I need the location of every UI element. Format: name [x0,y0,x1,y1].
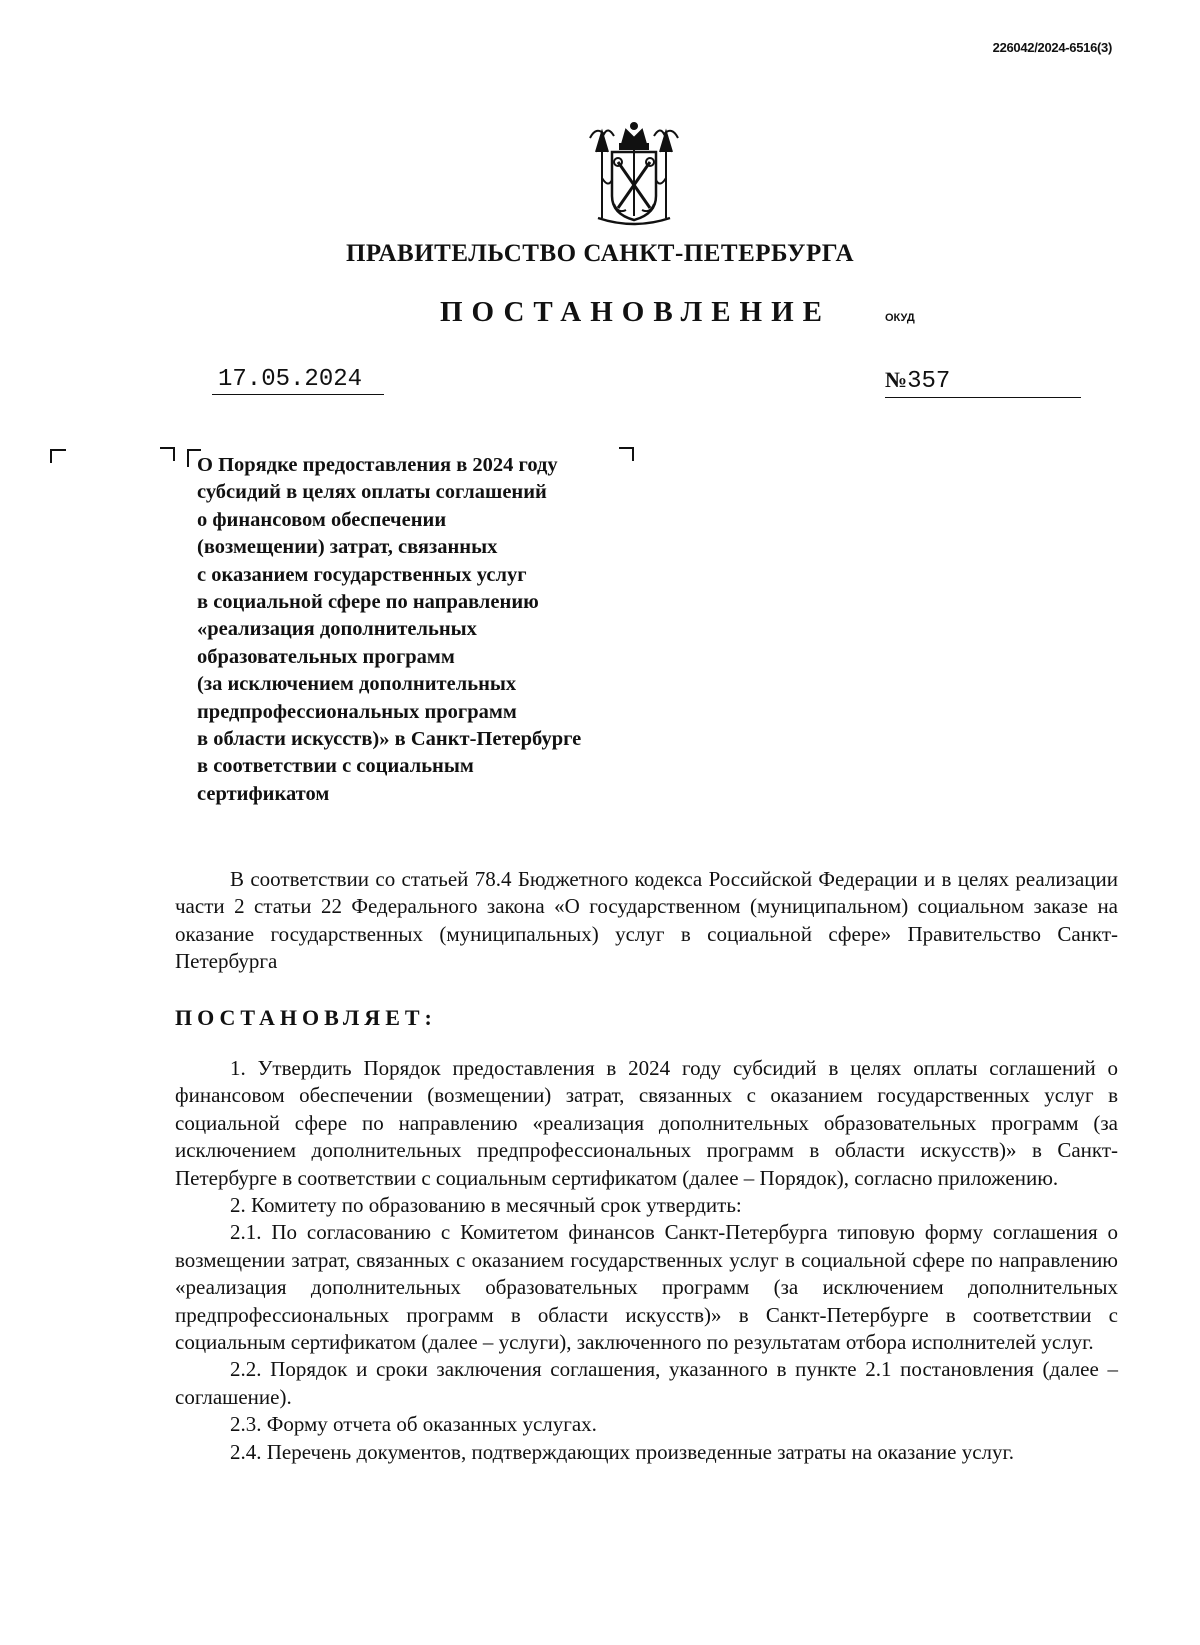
decree-item: 2.2. Порядок и сроки заключения соглашения, указанного в пункте 2.1 постановления (далее – соглашение). [175,1357,1118,1409]
document-number: 357 [907,368,951,395]
title-line: «реализация дополнительных [197,618,477,641]
title-line: с оказанием государственных услуг [197,563,527,586]
decree-item: 2.1. По согласованию с Комитетом финансов Санкт-Петербурга типовую форму соглашения о возмещении затрат, связанных с оказанием государственных услуг в социальной сфере по направлению «реализация дополнительных образовательных программ (за исключением дополнительных предпрофессиональных программ в области искусств)» в Санкт-Петербурге в соответствии с социальным сертификатом (далее – услуги), заключенного по результатам отбора исполнителей услуг. [175,1220,1118,1355]
decree-items [175,1055,1118,1466]
decree-item: 2. Комитету по образованию в месячный срок утвердить: [230,1193,742,1218]
preamble-section [175,866,1118,976]
corner-mark-title-outer [160,447,175,461]
decree-item: 2.3. Форму отчета об оказанных услугах. [230,1412,597,1437]
corner-mark-left [50,449,66,463]
title-line: (за исключением дополнительных [197,673,517,696]
title-line: сертификатом [197,782,330,805]
title-line: образовательных программ [197,645,455,668]
okud-label: ОКУД [885,312,915,324]
title-line: в социальной сфере по направлению [197,591,539,614]
title-line: (возмещении) затрат, связанных [197,536,498,559]
decree-item: 1. Утвердить Порядок предоставления в 2024 году субсидий в целях оплаты соглашений о финансовом обеспечении (возмещении) затрат, связанных с оказанием государственных услуг в социальной сфере по направлению «реализация дополнительных образовательных программ (за исключением дополнительных предпрофессиональных программ в области искусств)» в Санкт-Петербурге в соответствии с социальным сертификатом (далее – Порядок), согласно приложению. [175,1056,1118,1190]
document-type: ПОСТАНОВЛЕНИЕ [440,296,832,328]
title-line: предпрофессиональных программ [197,700,517,723]
number-sign: № [885,367,908,392]
title-line: о финансовом обеспечении [197,508,447,531]
title-line: в соответствии с социальным [197,755,474,778]
title-line: в области искусств)» в Санкт-Петербурге [197,728,582,751]
document-date: 17.05.2024 [212,366,384,395]
st-petersburg-coat-of-arms-icon [578,118,690,230]
decree-heading: ПОСТАНОВЛЯЕТ: [175,1005,437,1030]
title-line: О Порядке предоставления в 2024 году [197,454,558,476]
preamble-paragraph: В соответствии со статьей 78.4 Бюджетного кодекса Российской Федерации и в целях реализации части 2 статьи 22 Федерального закона «О государственном (муниципальном) социальном заказе на оказание государственных (муниципальных) услуг в социальной сфере» Правительство Санкт-Петербурга [175,867,1118,974]
decree-item: 2.4. Перечень документов, подтверждающих произведенные затраты на оказание услуг. [230,1439,1014,1464]
organization-name: ПРАВИТЕЛЬСТВО САНКТ-ПЕТЕРБУРГА [345,240,855,267]
document-title [197,452,667,808]
title-line: субсидий в целях оплаты соглашений [197,481,547,504]
document-code: 226042/2024-6516(3) [992,40,1112,55]
document-number-field [885,366,1081,398]
